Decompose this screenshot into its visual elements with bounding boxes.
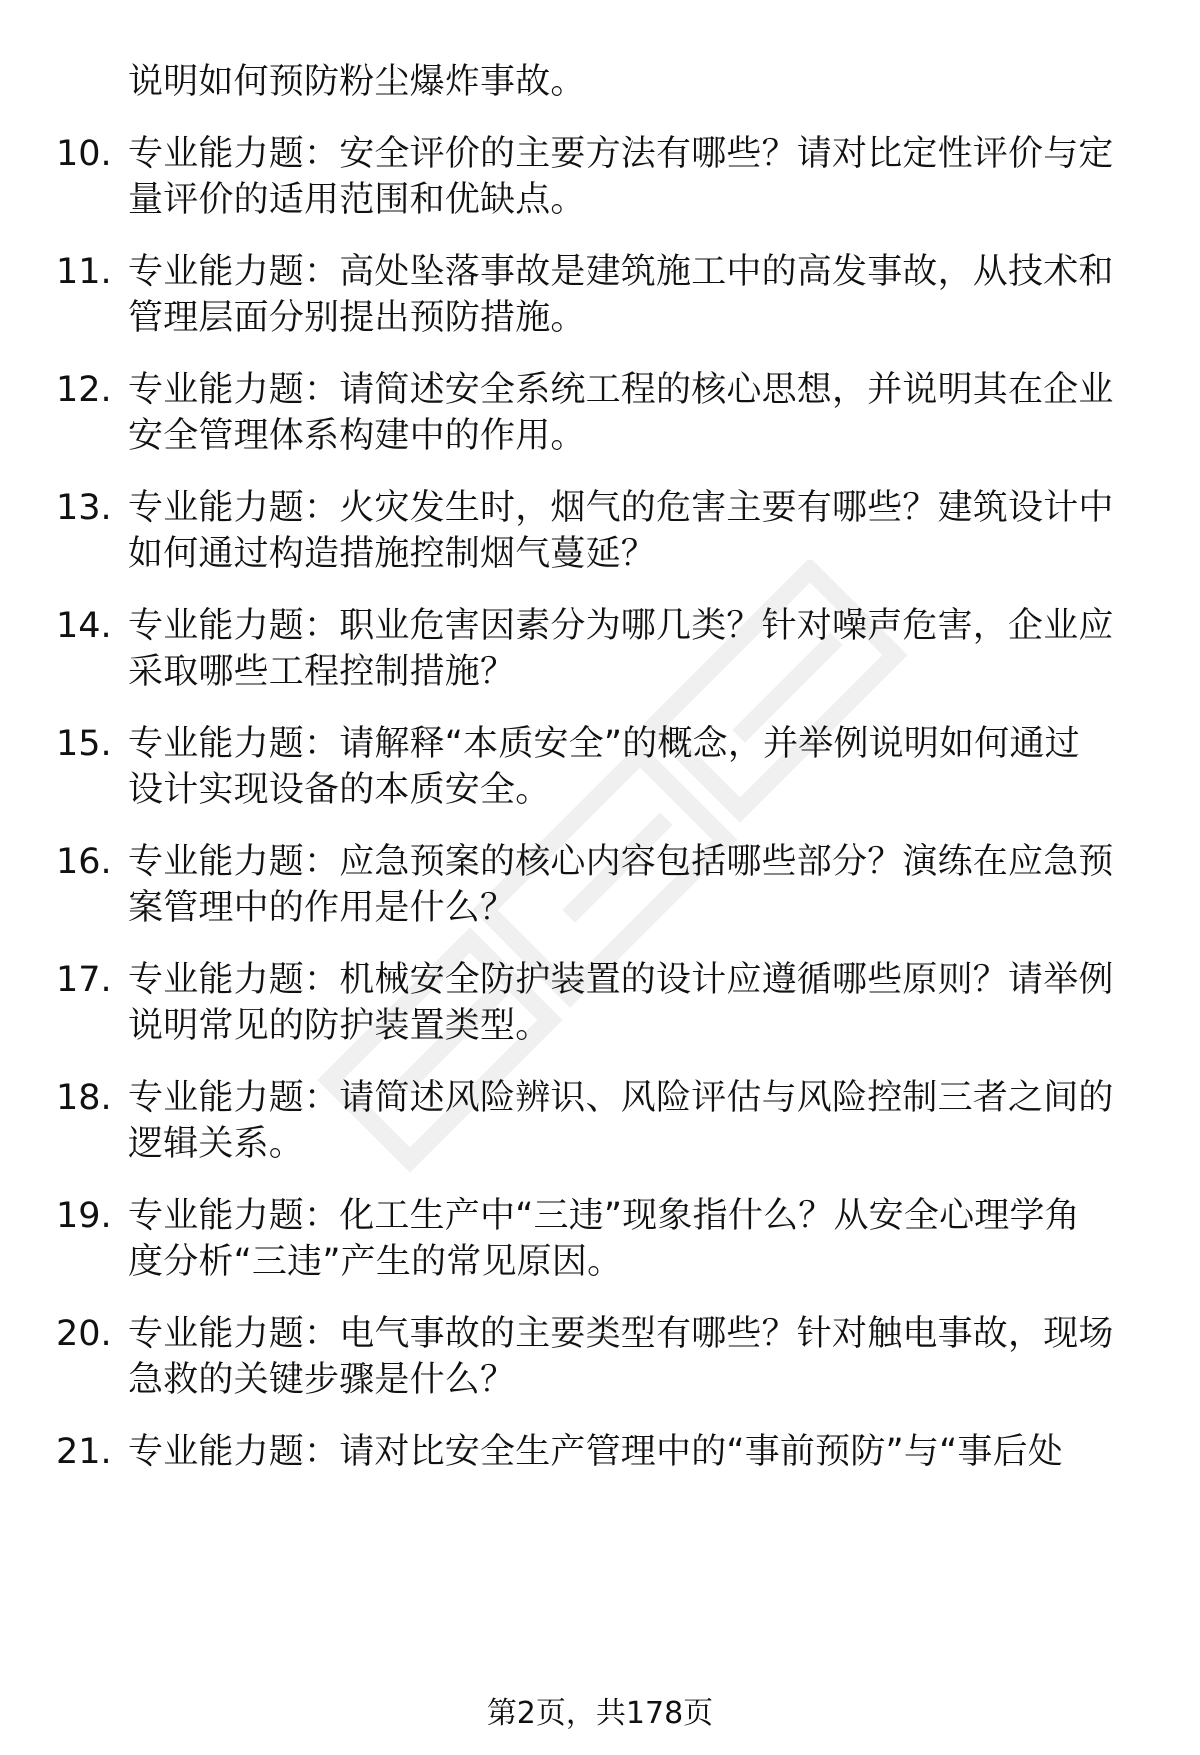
question-11-continuation [0,294,1200,342]
question-number: 18. [56,1078,112,1118]
question-text-line-2: 案管理中的作用是什么？ [128,888,516,928]
question-text-line-1: 专业能力题：请对比安全生产管理中的“事前预防”与“事后处 [128,1432,1063,1472]
question-number: 20. [56,1314,112,1354]
question-16 [0,838,1200,886]
question-18 [0,1074,1200,1122]
question-19 [0,1192,1200,1240]
question-16-continuation [0,884,1200,932]
question-15 [0,720,1200,768]
question-number: 19. [56,1196,112,1236]
question-20 [0,1310,1200,1358]
question-number: 17. [56,960,112,1000]
question-text-line-1: 专业能力题：安全评价的主要方法有哪些？请对比定性评价与定 [128,134,1114,174]
question-text-line-2: 管理层面分别提出预防措施。 [128,298,586,338]
question-text-line-2: 采取哪些工程控制措施？ [128,652,516,692]
question-21 [0,1428,1200,1476]
question-text-line-1: 专业能力题：电气事故的主要类型有哪些？针对触电事故，现场 [128,1314,1114,1354]
page-footer: 第2页，共178页 [486,1696,714,1731]
question-text-line-1: 专业能力题：高处坠落事故是建筑施工中的高发事故，从技术和 [128,252,1114,292]
question-text-line-2: 如何通过构造措施控制烟气蔓延？ [128,534,657,574]
question-number: 13. [56,488,112,528]
question-text-line-1: 专业能力题：机械安全防护装置的设计应遵循哪些原则？请举例 [128,960,1114,1000]
question-text-line-1: 专业能力题：请解释“本质安全”的概念，并举例说明如何通过 [128,724,1080,764]
question-number: 12. [56,370,112,410]
question-15-continuation [0,766,1200,814]
question-number: 11. [56,252,112,292]
question-10-continuation [0,176,1200,224]
question-18-continuation [0,1120,1200,1168]
question-14-continuation [0,648,1200,696]
question-text-line-1: 专业能力题：化工生产中“三违”现象指什么？从安全心理学角 [128,1196,1080,1236]
question-text-line-2: 说明常见的防护装置类型。 [128,1006,551,1046]
question-text-line-2: 度分析“三违”产生的常见原因。 [128,1242,623,1282]
question-number: 10. [56,134,112,174]
question-9-line-2: 说明如何预防粉尘爆炸事故。 [128,62,586,102]
question-11 [0,248,1200,296]
question-9-continuation [0,58,1200,106]
question-17 [0,956,1200,1004]
question-text-line-2: 量评价的适用范围和优缺点。 [128,180,586,220]
question-17-continuation [0,1002,1200,1050]
question-text-line-2: 急救的关键步骤是什么？ [128,1360,516,1400]
question-number: 15. [56,724,112,764]
question-text-line-2: 逻辑关系。 [128,1124,305,1164]
question-text-line-1: 专业能力题：职业危害因素分为哪几类？针对噪声危害，企业应 [128,606,1114,646]
question-text-line-1: 专业能力题：请简述风险辨识、风险评估与风险控制三者之间的 [128,1078,1114,1118]
question-12-continuation [0,412,1200,460]
question-20-continuation [0,1356,1200,1404]
question-10 [0,130,1200,178]
question-13 [0,484,1200,532]
question-number: 14. [56,606,112,646]
question-12 [0,366,1200,414]
question-text-line-2: 安全管理体系构建中的作用。 [128,416,586,456]
question-number: 16. [56,842,112,882]
question-19-continuation [0,1238,1200,1286]
question-text-line-1: 专业能力题：应急预案的核心内容包括哪些部分？演练在应急预 [128,842,1114,882]
question-text-line-2: 设计实现设备的本质安全。 [128,770,551,810]
question-text-line-1: 专业能力题：火灾发生时，烟气的危害主要有哪些？建筑设计中 [128,488,1114,528]
question-text-line-1: 专业能力题：请简述安全系统工程的核心思想，并说明其在企业 [128,370,1114,410]
question-13-continuation [0,530,1200,578]
question-14 [0,602,1200,650]
question-number: 21. [56,1432,112,1472]
